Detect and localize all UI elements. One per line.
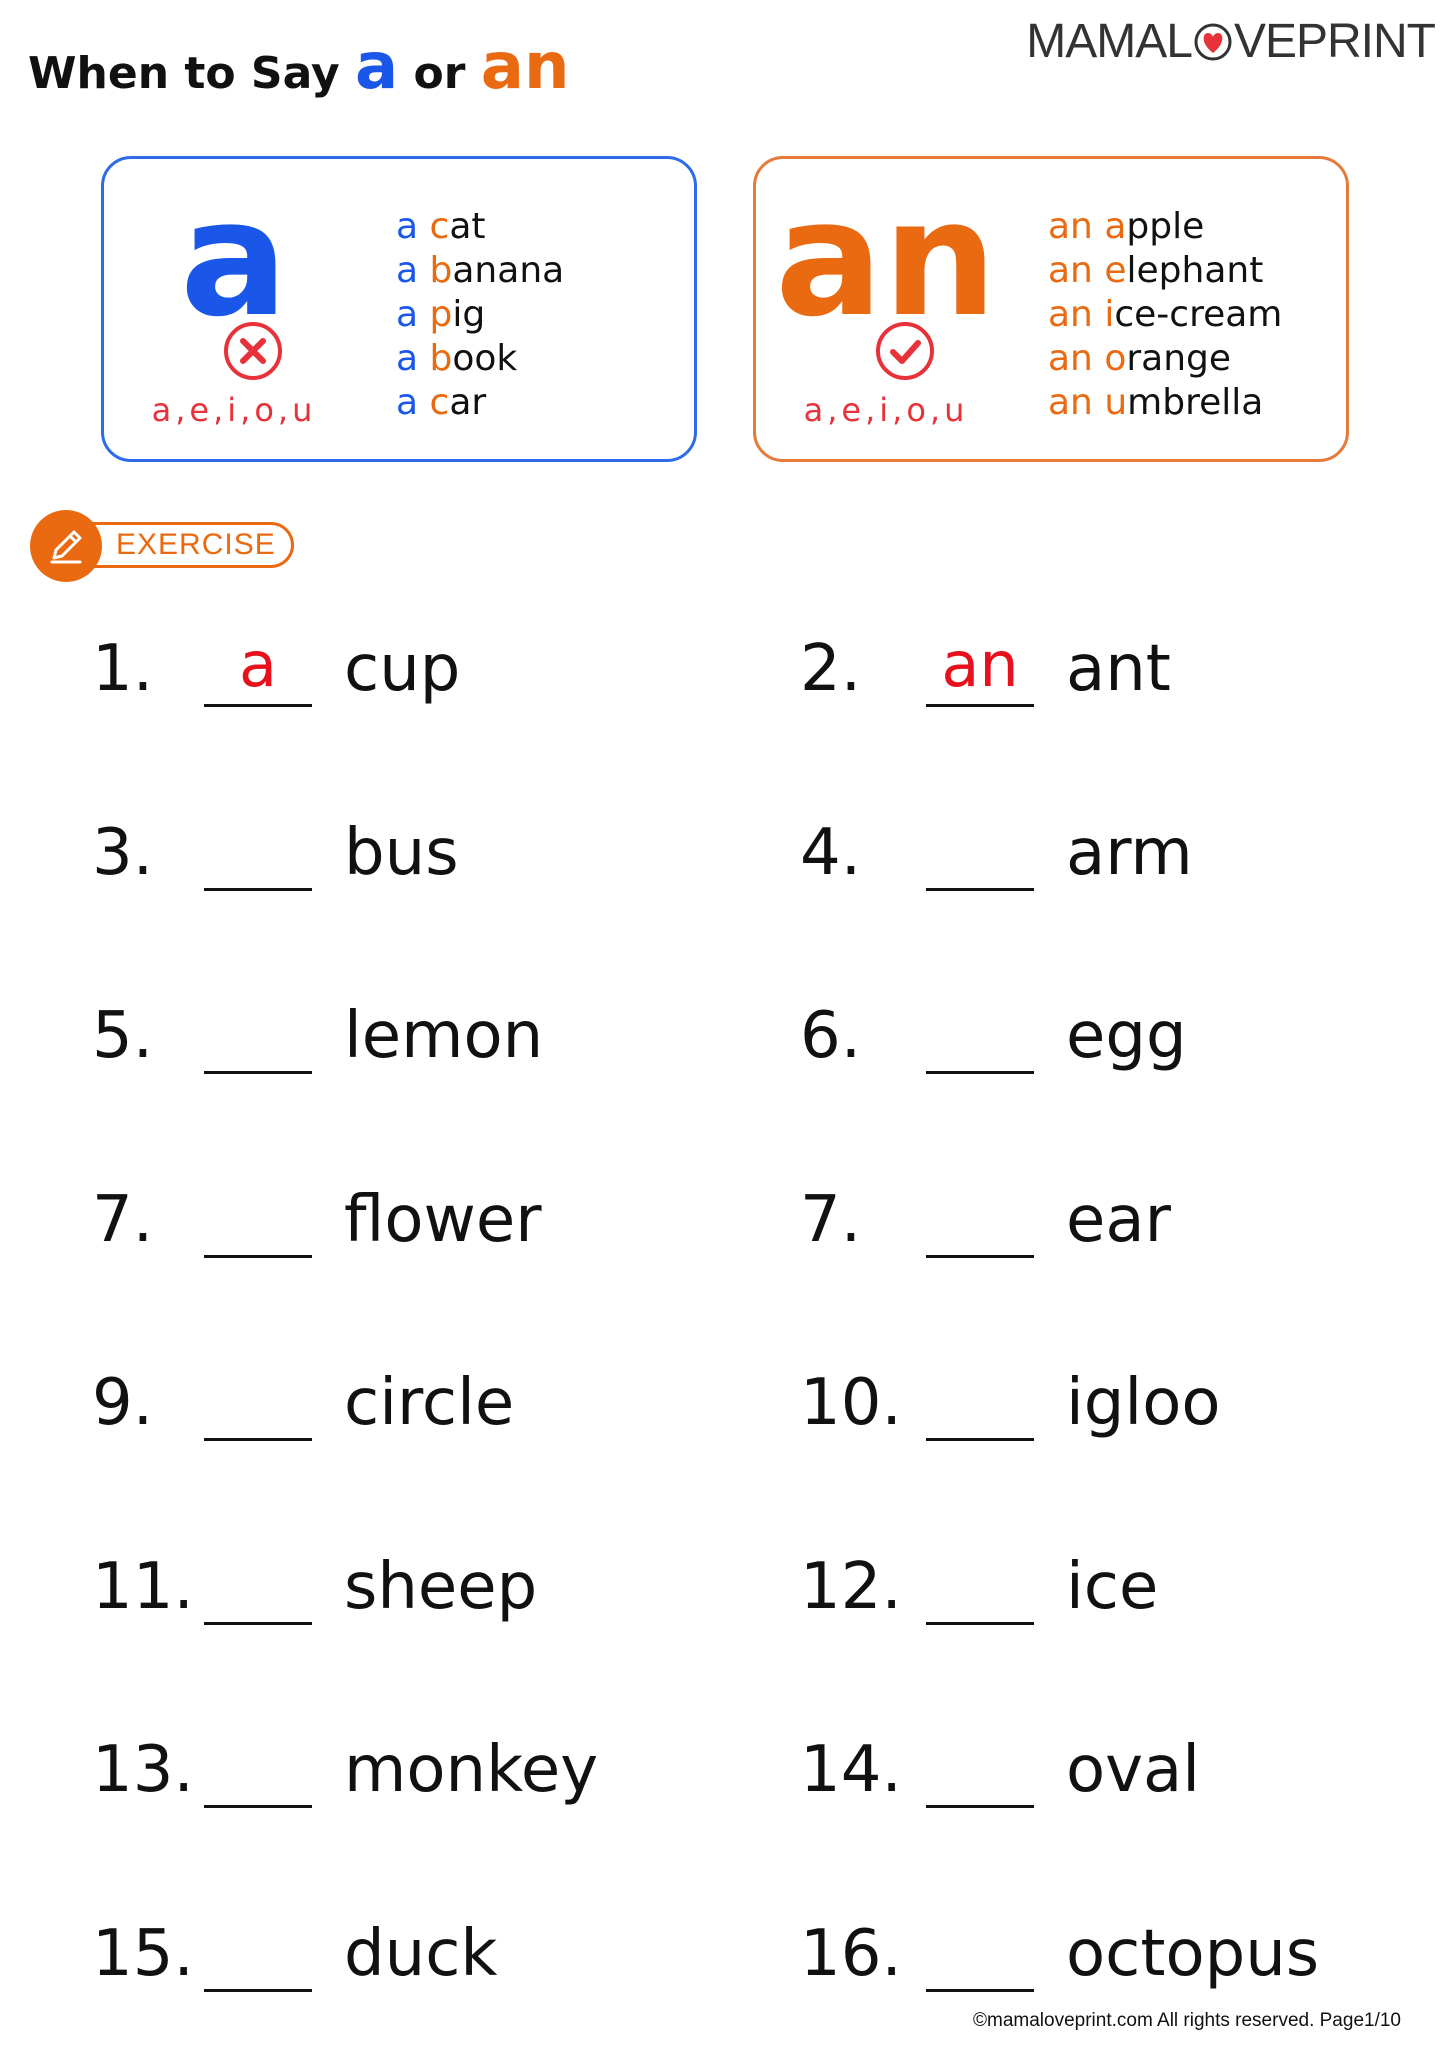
filled-answer: a [239, 628, 277, 701]
item-word: octopus [1066, 1917, 1320, 1991]
answer-blank[interactable] [204, 1805, 312, 1808]
pencil-icon [44, 524, 88, 568]
a-examples-list [396, 205, 564, 425]
rule-box-a [101, 156, 697, 462]
article: an [1048, 382, 1093, 423]
article: an [1048, 294, 1093, 335]
answer-blank[interactable] [204, 1622, 312, 1625]
answer-blank[interactable] [204, 704, 312, 707]
heart-icon [1193, 22, 1233, 62]
list-item [396, 381, 564, 425]
answer-blank[interactable] [204, 1989, 312, 1992]
list-item [396, 205, 564, 249]
first-letter: o [1104, 338, 1127, 379]
title-prefix: When to Say [28, 48, 340, 99]
item-word: lemon [344, 999, 544, 1073]
list-item [1048, 249, 1282, 293]
word-rest: mbrella [1127, 382, 1264, 423]
item-number: 2. [800, 632, 862, 706]
item-number: 1. [92, 632, 154, 706]
answer-blank[interactable] [926, 1989, 1034, 1992]
title-a: a [354, 30, 399, 104]
answer-blank[interactable] [926, 1255, 1034, 1258]
item-number: 10. [800, 1366, 902, 1440]
word-rest: anana [452, 250, 565, 291]
item-number: 12. [800, 1550, 902, 1624]
item-word: arm [1066, 816, 1193, 890]
item-number: 11. [92, 1550, 194, 1624]
answer-blank[interactable] [926, 704, 1034, 707]
first-letter: c [429, 206, 450, 247]
word-rest: ar [449, 382, 487, 423]
item-number: 7. [800, 1183, 862, 1257]
an-examples-list [1048, 205, 1282, 425]
x-circle-icon [221, 319, 285, 383]
item-number: 3. [92, 816, 154, 890]
item-word: igloo [1066, 1366, 1221, 1440]
answer-blank[interactable] [926, 1438, 1034, 1441]
filled-answer: an [941, 628, 1019, 701]
first-letter: e [1104, 250, 1127, 291]
answer-blank[interactable] [926, 1071, 1034, 1074]
article: a [396, 250, 419, 291]
list-item [396, 249, 564, 293]
item-word: ant [1066, 632, 1171, 706]
item-word: circle [344, 1366, 515, 1440]
footer-copyright: ©mamaloveprint.com All rights reserved. Page1/10 [973, 2010, 1401, 2031]
item-word: ice [1066, 1550, 1159, 1624]
list-item [1048, 293, 1282, 337]
item-word: duck [344, 1917, 498, 1991]
word-rest: range [1126, 338, 1232, 379]
answer-blank[interactable] [926, 1622, 1034, 1625]
item-number: 6. [800, 999, 862, 1073]
item-word: sheep [344, 1550, 538, 1624]
vowels-label: a,e,i,o,u [803, 391, 969, 429]
article: a [396, 338, 419, 379]
article: an [1048, 338, 1093, 379]
item-word: egg [1066, 999, 1187, 1073]
brand-left: MAMAL [1026, 15, 1192, 68]
item-number: 15. [92, 1917, 194, 1991]
list-item [396, 337, 564, 381]
exercise-circle [30, 510, 102, 582]
word-rest: ce-cream [1114, 294, 1283, 335]
item-number: 16. [800, 1917, 902, 1991]
list-item [1048, 337, 1282, 381]
big-letter-a: a [180, 165, 288, 352]
title-an: an [480, 30, 570, 104]
first-letter: b [429, 250, 453, 291]
item-number: 4. [800, 816, 862, 890]
item-word: oval [1066, 1733, 1201, 1807]
item-word: monkey [344, 1733, 599, 1807]
list-item [1048, 381, 1282, 425]
answer-blank[interactable] [926, 1805, 1034, 1808]
word-rest: lephant [1126, 250, 1264, 291]
first-letter: b [429, 338, 453, 379]
article: a [396, 206, 419, 247]
word-rest: pple [1126, 206, 1205, 247]
word-rest: at [449, 206, 486, 247]
answer-blank[interactable] [204, 1255, 312, 1258]
brand-logo [1026, 14, 1435, 69]
title-or: or [413, 48, 466, 99]
answer-blank[interactable] [204, 1438, 312, 1441]
article: a [396, 294, 419, 335]
brand-right: VEPRINT [1233, 15, 1435, 68]
item-number: 14. [800, 1733, 902, 1807]
item-word: flower [344, 1183, 542, 1257]
rule-box-an [753, 156, 1349, 462]
first-letter: c [429, 382, 450, 423]
article: an [1048, 250, 1093, 291]
exercise-label: EXERCISE [116, 528, 276, 561]
answer-blank[interactable] [926, 888, 1034, 891]
item-number: 9. [92, 1366, 154, 1440]
item-number: 13. [92, 1733, 194, 1807]
answer-blank[interactable] [204, 1071, 312, 1074]
list-item [396, 293, 564, 337]
first-letter: p [429, 294, 453, 335]
item-word: bus [344, 816, 459, 890]
item-word: ear [1066, 1183, 1171, 1257]
word-rest: ook [452, 338, 518, 379]
item-number: 5. [92, 999, 154, 1073]
article: an [1048, 206, 1093, 247]
first-letter: a [1104, 206, 1127, 247]
list-item [1048, 205, 1282, 249]
answer-blank[interactable] [204, 888, 312, 891]
word-rest: ig [452, 294, 486, 335]
item-word: cup [344, 632, 461, 706]
item-number: 7. [92, 1183, 154, 1257]
first-letter: i [1104, 294, 1115, 335]
article: a [396, 382, 419, 423]
first-letter: u [1104, 382, 1128, 423]
check-circle-icon [873, 319, 937, 383]
page-title [28, 30, 570, 104]
big-letter-an: an [775, 165, 997, 352]
vowels-label: a,e,i,o,u [151, 391, 317, 429]
